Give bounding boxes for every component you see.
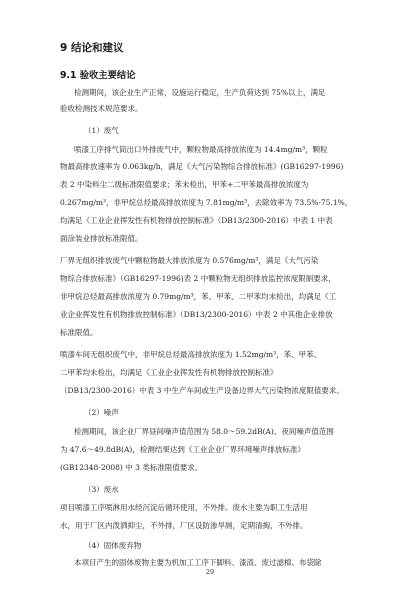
paragraph-line: 物最高排放速率为 0.063kg/h，满足《大气污染物综合排放标准》(GB16297-1996) — [60, 162, 344, 171]
paragraph-line: 厂界无组织排放废气中颗粒物最大排放浓度为 0.576mg/m³，满足《大气污染 — [60, 256, 319, 265]
paragraph-line: 本项目产生的固体废物主要为机加工工序下脚料、漆渣、废过滤棉、布袋除 — [74, 558, 322, 567]
paragraph-line: 0.267mg/m³，非甲烷总烃最高排放浓度为 7.81mg/m³，去除效率为 73.5%-75.1%， — [60, 198, 353, 207]
subsection-heading-wastewater: （3）废水 — [84, 485, 119, 494]
paragraph-line: 业企业挥发性有机物排放控制标准》（DB13/2300-2016）中表 2 中其他企业排放 — [60, 310, 333, 319]
page-number: 29 — [205, 568, 215, 576]
subsection-heading-noise: （2）噪声 — [84, 408, 119, 417]
paragraph-line: 二甲苯均未检出，均满足《工业企业挥发性有机物排放控制标准》 — [60, 368, 278, 377]
paragraph-line: 喷漆工序排气筒出口外排废气中，颗粒物最高排放浓度为 14.4mg/m³，颗粒 — [74, 145, 328, 154]
paragraph-line: 验收检测技术规范要求。 — [60, 104, 143, 113]
paragraph-line: （DB13/2300-2016）中表 3 中生产车间或生产设备边界大气污染物浓度限值要求。 — [60, 386, 344, 395]
subsection-heading-solid-waste: （4）固体废弃物 — [84, 541, 142, 550]
paragraph-line: 物综合排放标准》（GB16297-1996)表 2 中颗粒物无组织排放监控浓度限制要求， — [60, 274, 336, 283]
paragraph-line: 喷漆车间无组织废气中，非甲烷总烃最高排放浓度为 1.52mg/m³，苯、甲苯、 — [60, 350, 322, 359]
paragraph-line: 标准限值。 — [60, 328, 98, 337]
chapter-heading: 9 结论和建议 — [60, 42, 124, 54]
subsection-heading-exhaust-gas: （1）废气 — [84, 126, 119, 135]
paragraph-line: 非甲烷总烃最高排放浓度为 0.79mg/m³，苯、甲苯、二甲苯均未检出，均满足《工 — [60, 292, 337, 301]
paragraph-line: 均满足《工业企业挥发性有机物排放控制标准》（DB13/2300-2016）中表 1 中表 — [60, 216, 333, 225]
paragraph-line: 检测期间，该企业厂界昼间噪声值范围为 58.0～59.2dB(A)、夜间噪声值范围 — [74, 427, 334, 436]
paragraph-line: 面涂装业排放标准限值。 — [60, 234, 143, 243]
paragraph-line: 项目喷漆工序喷淋用水经沉淀后循环使用，不外排。废水主要为职工生活用 — [60, 503, 308, 512]
paragraph-line: 为 47.6～49.8dB(A)，检测结果达到《工业企业厂界环境噪声排放标准》 — [60, 445, 305, 454]
paragraph-line: 表 2 中染料尘二级标准限值要求；苯未检出，甲苯+二甲苯最高排放浓度为 — [60, 180, 309, 189]
paragraph-line: 检测期间，该企业生产正常，设施运行稳定，生产负荷达到 75%以上，满足 — [74, 88, 326, 97]
paragraph-line: (GB12348-2008) 中 3 类标准限值要求。 — [60, 463, 203, 472]
section-heading: 9.1 验收主要结论 — [60, 70, 136, 81]
paragraph-line: 水，用于厂区内泼洒抑尘，不外排，厂区设防渗旱厕，定期清掏，不外排。 — [60, 521, 308, 530]
